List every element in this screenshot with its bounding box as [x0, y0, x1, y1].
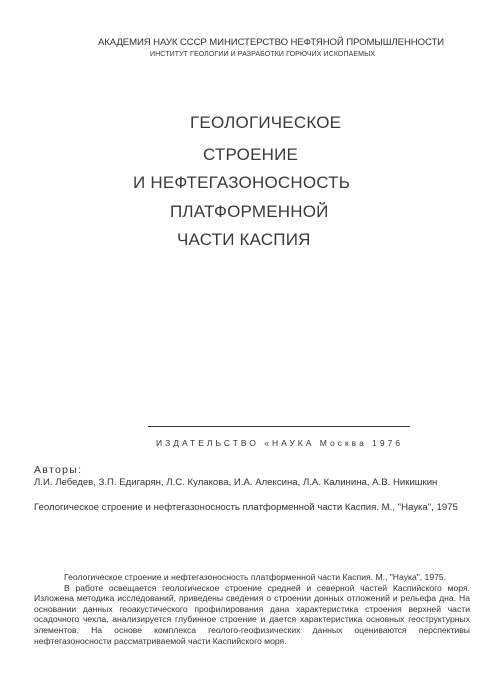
title-line-2: СТРОЕНИЕ: [203, 145, 299, 164]
title-line-3: И НЕФТЕГАЗОНОСНОСТЬ: [133, 173, 351, 192]
publisher-line: ИЗДАТЕЛЬСТВО «НАУКА Москва 1976: [156, 438, 404, 448]
title-line-5: ЧАСТИ КАСПИЯ: [177, 230, 311, 249]
publisher-divider: [148, 426, 410, 427]
abstract-block: [34, 572, 470, 646]
abstract-body: В работе освещается геологическое строение средней и северной частей Каспийского моря. Изложена методика исследований, приведены сведения о строении донных отложений и рельефа дна. На основании данных геоакустического профилирования дана характеристика строения верхней части осадочного чехла, анализируется глубинное строение и дается характеристика основных геоструктурных элементов. На основе комплекса геолого-геофизических данных оцениваются перспективы нефтегазоносности рассматриваемой части Каспийского моря.: [34, 582, 470, 646]
authors-list: Л.И. Лебедев, З.П. Едигарян, Л.С. Кулакова, И.А. Алексина, Л.А. Калинина, А.В. Никишкин: [34, 477, 438, 488]
organization-header: АКАДЕМИЯ НАУК СССР МИНИСТЕРСТВО НЕФТЯНОЙ ПРОМЫШЛЕННОСТИ: [98, 37, 445, 48]
title-line-4: ПЛАТФОРМЕННОЙ: [170, 202, 329, 221]
authors-heading: Авторы:: [34, 464, 83, 476]
institute-header: ИНСТИТУТ ГЕОЛОГИИ И РАЗРАБОТКИ ГОРЮЧИХ ИСКОПАЕМЫХ: [150, 51, 376, 58]
abstract-citation: Геологическое строение и нефтегазоносность платформенной части Каспия. М., "Наука", 1975.: [64, 572, 447, 582]
title-line-1: ГЕОЛОГИЧЕСКОЕ: [190, 113, 342, 132]
book-citation: Геологическое строение и нефтегазоносность платформенной части Каспия. М., "Наука", 1975: [34, 502, 458, 513]
